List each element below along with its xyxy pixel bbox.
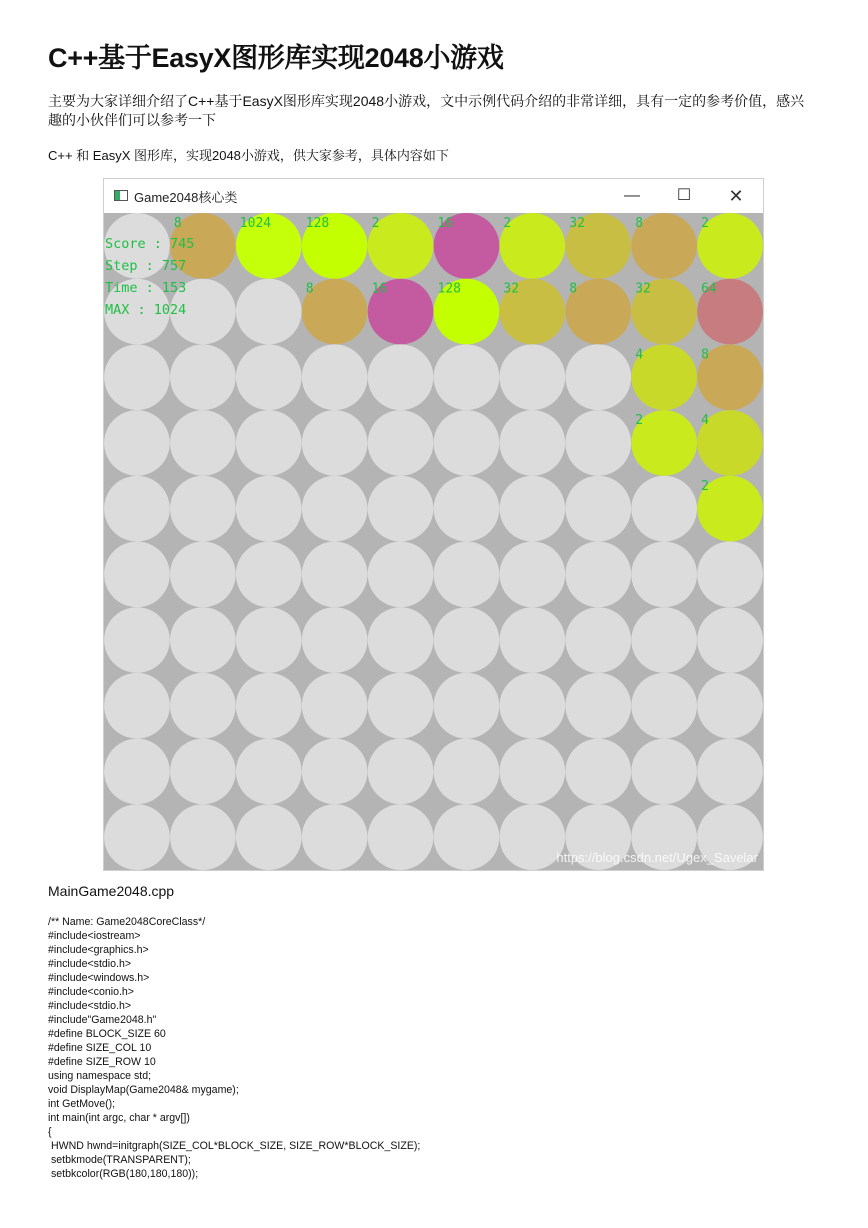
empty-cell xyxy=(170,739,236,805)
code-line: #define SIZE_COL 10 xyxy=(48,1042,152,1054)
empty-cell xyxy=(434,607,500,673)
game-board-canvas xyxy=(104,213,763,870)
empty-cell xyxy=(697,739,763,805)
empty-cell xyxy=(236,344,302,410)
empty-cell xyxy=(302,476,368,542)
empty-cell xyxy=(434,804,500,870)
empty-cell xyxy=(500,344,566,410)
minimize-icon[interactable]: — xyxy=(624,187,640,204)
empty-cell xyxy=(236,542,302,608)
empty-cell xyxy=(500,476,566,542)
tile-value: 128 xyxy=(305,216,330,231)
game-stat: Time : 153 xyxy=(105,280,187,296)
game-stat: Score : 745 xyxy=(105,236,195,252)
tile-value: 2 xyxy=(635,413,644,429)
empty-cell xyxy=(565,476,631,542)
tile-value: 32 xyxy=(635,281,651,297)
game-stat: MAX : 1024 xyxy=(105,302,187,318)
code-line: #include<iostream> xyxy=(48,930,141,942)
empty-cell xyxy=(565,410,631,476)
empty-cell xyxy=(236,410,302,476)
empty-cell xyxy=(104,542,170,608)
empty-cell xyxy=(302,607,368,673)
tile-value: 16 xyxy=(437,216,454,231)
empty-cell xyxy=(236,279,302,345)
close-icon[interactable]: ✕ xyxy=(728,186,744,206)
code-line: #include<stdio.h> xyxy=(48,958,132,970)
empty-cell xyxy=(500,410,566,476)
empty-cell xyxy=(500,739,566,805)
empty-cell xyxy=(631,607,697,673)
tile-value: 4 xyxy=(635,347,644,363)
empty-cell xyxy=(368,476,434,542)
empty-cell xyxy=(434,344,500,410)
code-line: #include<conio.h> xyxy=(48,986,134,998)
code-line: setbkmode(TRANSPARENT); xyxy=(48,1154,191,1166)
empty-cell xyxy=(104,344,170,410)
empty-cell xyxy=(368,673,434,739)
empty-cell xyxy=(500,673,566,739)
tile-value: 2 xyxy=(371,216,380,231)
code-line: #include<windows.h> xyxy=(48,972,150,984)
empty-cell xyxy=(236,673,302,739)
empty-cell xyxy=(434,542,500,608)
empty-cell xyxy=(170,476,236,542)
code-line: setbkcolor(RGB(180,180,180)); xyxy=(48,1168,199,1180)
article-summary: 主要为大家详细介绍了C++基于EasyX图形库实现2048小游戏，文中示例代码介绍的非常详细，具有一定的参考价值，感兴趣的小伙伴们可以参考一下 xyxy=(48,93,805,128)
empty-cell xyxy=(434,673,500,739)
code-line: /** Name: Game2048CoreClass*/ xyxy=(48,916,206,928)
tile-value: 8 xyxy=(305,281,314,297)
code-line: #define SIZE_ROW 10 xyxy=(48,1056,156,1068)
empty-cell xyxy=(500,607,566,673)
tile-value: 8 xyxy=(173,216,182,231)
empty-cell xyxy=(631,542,697,608)
watermark: https://blog.csdn.net/Ugex_Savelar xyxy=(556,850,758,865)
tile-value: 16 xyxy=(371,281,388,297)
code-line: { xyxy=(48,1126,52,1138)
empty-cell xyxy=(170,344,236,410)
tile-value: 8 xyxy=(569,281,578,297)
empty-cell xyxy=(500,542,566,608)
empty-cell xyxy=(368,804,434,870)
tile-value: 4 xyxy=(701,413,709,429)
empty-cell xyxy=(697,607,763,673)
empty-cell xyxy=(565,607,631,673)
empty-cell xyxy=(104,476,170,542)
code-line: #include<stdio.h> xyxy=(48,1000,132,1012)
code-line: #define BLOCK_SIZE 60 xyxy=(48,1028,166,1040)
empty-cell xyxy=(236,607,302,673)
empty-cell xyxy=(565,739,631,805)
empty-cell xyxy=(104,804,170,870)
code-file-name: MainGame2048.cpp xyxy=(48,883,175,899)
window-title: Game2048核心类 xyxy=(134,190,238,205)
empty-cell xyxy=(565,542,631,608)
empty-cell xyxy=(170,410,236,476)
empty-cell xyxy=(302,739,368,805)
empty-cell xyxy=(631,673,697,739)
tile-value: 8 xyxy=(635,216,644,231)
empty-cell xyxy=(697,542,763,608)
article-lead: C++ 和 EasyX 图形库，实现2048小游戏，供大家参考，具体内容如下 xyxy=(48,148,449,163)
empty-cell xyxy=(236,476,302,542)
empty-cell xyxy=(170,673,236,739)
empty-cell xyxy=(302,804,368,870)
code-line: #include<graphics.h> xyxy=(48,944,149,956)
empty-cell xyxy=(104,607,170,673)
empty-cell xyxy=(170,607,236,673)
empty-cell xyxy=(434,410,500,476)
code-line: void DisplayMap(Game2048& mygame); xyxy=(48,1084,239,1096)
code-line: #include"Game2048.h" xyxy=(48,1014,157,1026)
empty-cell xyxy=(697,673,763,739)
empty-cell xyxy=(368,607,434,673)
tile-value: 2 xyxy=(701,478,709,494)
empty-cell xyxy=(104,739,170,805)
empty-cell xyxy=(302,542,368,608)
empty-cell xyxy=(500,804,566,870)
window-titlebar xyxy=(104,179,763,213)
code-listing xyxy=(48,915,420,1181)
empty-cell xyxy=(434,739,500,805)
tile-value: 64 xyxy=(701,281,717,297)
tile-value: 2 xyxy=(503,216,512,231)
empty-cell xyxy=(565,344,631,410)
empty-cell xyxy=(368,542,434,608)
code-line: using namespace std; xyxy=(48,1070,152,1082)
code-line: HWND hwnd=initgraph(SIZE_COL*BLOCK_SIZE, SIZE_ROW*BLOCK_SIZE); xyxy=(48,1140,421,1152)
empty-cell xyxy=(368,344,434,410)
article-title: C++基于EasyX图形库实现2048小游戏 xyxy=(48,43,504,73)
game-board xyxy=(104,213,763,870)
empty-cell xyxy=(302,410,368,476)
empty-cell xyxy=(565,673,631,739)
empty-cell xyxy=(170,804,236,870)
empty-cell xyxy=(170,542,236,608)
game-screenshot xyxy=(103,178,764,871)
tile-value: 1024 xyxy=(239,216,272,231)
tile-value: 32 xyxy=(569,216,585,231)
empty-cell xyxy=(236,804,302,870)
empty-cell xyxy=(104,410,170,476)
empty-cell xyxy=(631,739,697,805)
tile-value: 8 xyxy=(701,347,709,363)
empty-cell xyxy=(631,476,697,542)
maximize-icon[interactable]: ☐ xyxy=(676,187,692,204)
empty-cell xyxy=(368,410,434,476)
tile-value: 128 xyxy=(437,281,461,297)
empty-cell xyxy=(104,673,170,739)
app-window-icon xyxy=(114,190,128,201)
code-line: int GetMove(); xyxy=(48,1098,116,1110)
empty-cell xyxy=(302,344,368,410)
empty-cell xyxy=(302,673,368,739)
game-stat: Step : 757 xyxy=(105,258,187,274)
tile-value: 2 xyxy=(701,216,709,231)
code-line: int main(int argc, char * argv[]) xyxy=(48,1112,190,1124)
tile-value: 32 xyxy=(503,281,520,297)
empty-cell xyxy=(368,739,434,805)
empty-cell xyxy=(434,476,500,542)
empty-cell xyxy=(236,739,302,805)
